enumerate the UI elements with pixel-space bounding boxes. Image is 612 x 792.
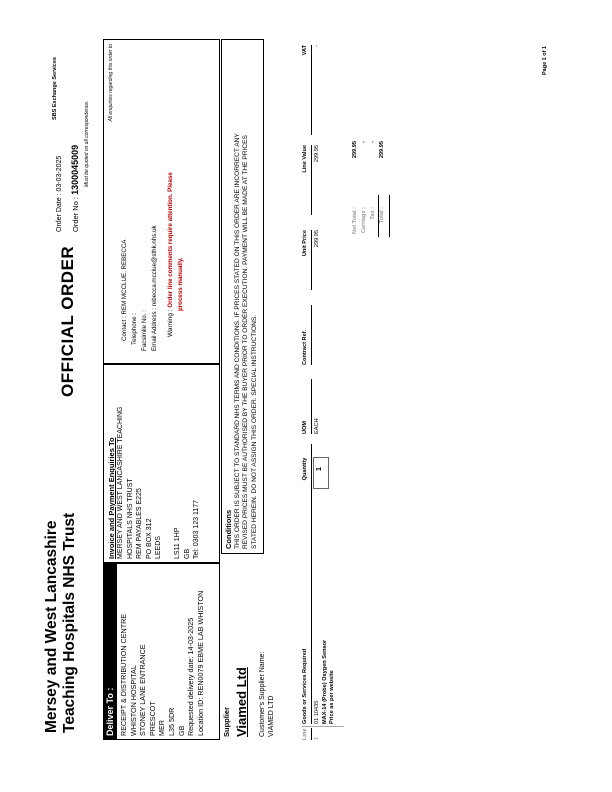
invoice-line: LS11 1HP [174, 527, 181, 559]
conditions-text [233, 40, 260, 553]
col-header-goods: Goods or Services Required [302, 494, 312, 724]
trust-name-line1: Mersey and West Lancashire [43, 520, 60, 733]
conditions-line: REVISED PRICES MUST BE AUTHORISED BY THE BUYER PRIOR TO ORDER EXECUTION. PAYMENT WILL BE MADE AT THE PRICES [242, 135, 250, 549]
deliver-to-heading: Deliver To : [104, 563, 117, 739]
contact-email: Email Address : rebecca.mcclue@sthk.nhs.uk [151, 225, 158, 351]
conditions-box [221, 39, 264, 554]
contact-telephone: Telephone : [131, 313, 138, 345]
column-divider [302, 726, 344, 727]
contact-box [103, 39, 220, 364]
supplier-label: Supplier [222, 706, 231, 737]
trust-name [43, 513, 79, 733]
contact-facsimile: Facsimile No. : [141, 310, 148, 351]
deliver-to-box [103, 562, 220, 740]
trust-name-line2: Teaching Hospitals NHS Trust [61, 512, 78, 733]
deliver-line: Location ID: REN0079 EBME LAB WHISTON [195, 590, 205, 736]
invoice-line: Tel: 0303 123 1177 [193, 499, 200, 559]
deliver-line: WHISTON HOSPITAL [128, 665, 138, 736]
conditions-title: Conditions [224, 509, 233, 549]
col-header-unit-price: Unit Price [302, 230, 312, 290]
page-title: OFFICIAL ORDER [58, 245, 77, 397]
order-number-value: 1300045009 [70, 144, 80, 195]
order-number-note: Must be quoted on all correspondence. [84, 100, 90, 187]
total-rule-bottom [389, 195, 390, 237]
footer-provider: SBS Exchange Services [52, 57, 58, 120]
row-description: MAX-14 (Probe) Oxygen Sensor [321, 639, 328, 724]
row-line-number: 1 [314, 736, 320, 740]
totals-block [352, 41, 388, 237]
invoice-heading: Invoice and Payment Enquiries To [107, 437, 116, 559]
col-header-line-value: Line Value [302, 145, 312, 215]
row-goods [314, 494, 337, 724]
invoice-line [164, 369, 174, 559]
net-total-label: Net Total : [352, 207, 358, 234]
row-unit-price: 299.95 [314, 230, 320, 248]
col-header-contract: Contract Ref. [302, 305, 312, 365]
deliver-line: STONEY LANE ENTRANCE [138, 644, 148, 736]
deliver-line: MER [157, 720, 167, 736]
carriage-label: Carriage : [361, 207, 367, 234]
col-header-quantity: Quantity [302, 444, 312, 494]
total-label: Total : [379, 207, 385, 224]
warning-label: Warning : [167, 309, 174, 337]
net-total-value: 299.95 [352, 141, 358, 159]
row-line-value: 299.95 [314, 145, 320, 163]
invoice-line: LEEDS [155, 536, 162, 559]
invoice-line: GB [183, 548, 191, 559]
tax-label: Tax : [370, 207, 376, 220]
customer-supplier-name: VIAMED LTD [268, 695, 275, 737]
invoice-line: HOSPITALS NHS TRUST [126, 478, 134, 559]
tax-value: - [370, 141, 376, 143]
contact-note: All enquiries regarding this order to [108, 44, 114, 122]
total-row [379, 41, 388, 237]
row-note: Price as per website [329, 670, 335, 724]
invoice-line: REM PAYABLES E225 [136, 488, 143, 559]
customer-supplier-label: Customer's Supplier Name: [259, 651, 266, 737]
col-header-uom: UOM [302, 379, 312, 434]
deliver-line: GB [176, 725, 186, 736]
order-number [70, 145, 80, 232]
col-header-line: Line [302, 728, 312, 740]
row-uom: EACH [314, 418, 320, 434]
deliver-line: L35 5DR [166, 707, 176, 736]
invoice-line: MERSEY AND WEST LANCASHIRE TEACHING [117, 406, 124, 559]
conditions-line: STATED HEREIN. DO NOT ASSIGN THIS ORDER. SPECIAL INSTRUCTIONS. [250, 314, 258, 549]
row-vat: - [314, 45, 320, 47]
invoice-enquiries-box [103, 364, 220, 564]
total-rule-top [378, 195, 379, 237]
supplier-name: Viamed Ltd [234, 667, 249, 737]
invoice-address [116, 365, 202, 563]
warning-text: Order line comments require attention. Please [167, 172, 174, 308]
deliver-line: RECEIPT & DISTRIBUTION CENTRE [119, 613, 128, 736]
contact-name: Contact : REM MCCLUE, REBECCA [121, 239, 128, 341]
order-date: Order Date : 03-03-2025 [56, 155, 63, 232]
row-quantity: 1 [316, 467, 323, 471]
row-item-code: 01 10435 [314, 700, 320, 724]
deliver-line: PRESCOT [147, 701, 157, 736]
customer-supplier [258, 652, 276, 737]
warning-text-line2: process manually. [177, 257, 184, 311]
conditions-line: THIS ORDER IS SUBJECT TO STANDARD NHS TERMS AND CONDITIONS. IF PRICES STATED ON THIS ORDER ARE INCORRECT ANY [234, 133, 241, 549]
net-total-row [352, 41, 361, 237]
order-number-label: Order No : [71, 196, 80, 232]
contact-details [104, 40, 186, 363]
page-number: Page 1 of 1 [542, 45, 548, 75]
carriage-value: - [361, 141, 367, 143]
carriage-row [361, 41, 370, 237]
col-header-vat: VAT [302, 45, 312, 135]
total-value: 299.95 [379, 141, 385, 159]
invoice-line: PO BOX 312 [145, 518, 153, 559]
deliver-to-address [117, 563, 207, 739]
deliver-line: Requested delivery date: 14-03-2025 [186, 617, 196, 736]
